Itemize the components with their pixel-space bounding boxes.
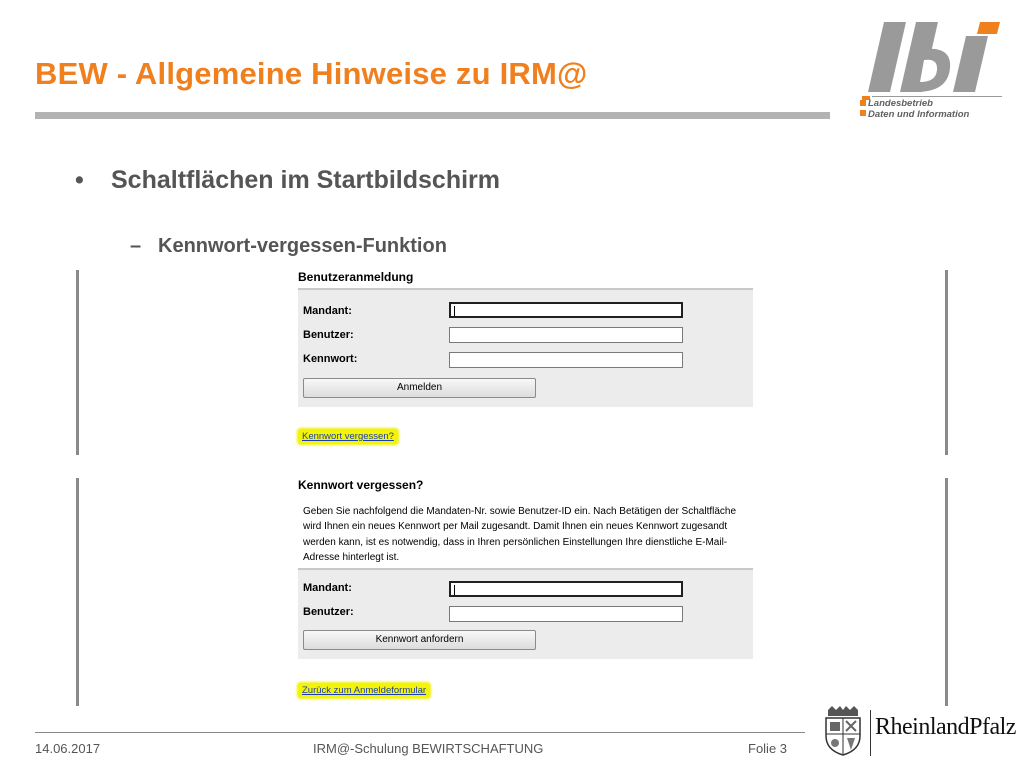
- back-to-login-link[interactable]: Zurück zum Anmeldeformular: [298, 683, 430, 698]
- bullet-dash-icon: –: [130, 235, 142, 257]
- bullet-level-2: [130, 235, 447, 258]
- ldi-logo: [856, 20, 1004, 124]
- frame-border-left: [76, 478, 79, 706]
- kennwort-input[interactable]: [449, 352, 683, 368]
- forgot-password-link[interactable]: Kennwort vergessen?: [298, 429, 398, 444]
- frame-border-left: [76, 270, 79, 455]
- login-form-panel: [298, 288, 753, 407]
- kennwort-label: Kennwort:: [303, 353, 358, 365]
- logo-line-1: Landesbetrieb: [868, 98, 933, 109]
- footer-page-number: Folie 3: [748, 741, 788, 756]
- rheinland-pfalz-logo: [822, 706, 1016, 762]
- title-divider: [35, 112, 830, 119]
- frame-border-right: [945, 478, 948, 706]
- kennwort-anfordern-button[interactable]: Kennwort anfordern: [303, 630, 536, 650]
- forgot-form-panel: [298, 568, 753, 659]
- logo-orange-square: [860, 100, 866, 106]
- bullet-dot-icon: •: [75, 166, 84, 194]
- logo-line-2: Daten und Information: [868, 109, 970, 120]
- login-form-heading: Benutzeranmeldung: [298, 270, 414, 284]
- mandant-input[interactable]: [449, 302, 683, 318]
- footer-date: 14.06.2017: [35, 741, 101, 756]
- forgot-benutzer-input[interactable]: [449, 606, 683, 622]
- anmelden-button[interactable]: Anmelden: [303, 378, 536, 398]
- benutzer-input[interactable]: [449, 327, 683, 343]
- forgot-password-form: [298, 478, 758, 706]
- footer-divider: [35, 732, 805, 733]
- logo-orange-square: [860, 110, 866, 116]
- benutzer-label: Benutzer:: [303, 329, 354, 341]
- coat-of-arms-icon: [822, 706, 864, 756]
- rheinland-pfalz-wordmark: RheinlandPfalz: [875, 714, 1016, 740]
- bullet-text: Schaltflächen im Startbildschirm: [111, 166, 500, 194]
- footer-title: IRM@-Schulung BEWIRTSCHAFTUNG: [313, 741, 544, 756]
- login-form: [298, 270, 758, 450]
- frame-border-right: [945, 270, 948, 455]
- forgot-mandant-input[interactable]: [449, 581, 683, 597]
- ldi-logo-mark: [856, 20, 1004, 100]
- mandant-label: Mandant:: [303, 305, 352, 317]
- mandant-label: Mandant:: [303, 582, 352, 594]
- bullet-level-1: [75, 166, 500, 195]
- benutzer-label: Benutzer:: [303, 606, 354, 618]
- forgot-form-heading: Kennwort vergessen?: [298, 478, 424, 492]
- forgot-form-description: Geben Sie nachfolgend die Mandaten-Nr. sowie Benutzer-ID ein. Nach Betätigen der Schaltfläche wird Ihnen ein neues Kennwort per Mail zugesandt. Damit Ihnen ein neues Kennwort zugesandt werden kann, ist es notwendig, dass in Ihren persönlichen Einstellungen Ihre dienstliche E-Mail-Adresse hinterlegt ist.: [303, 506, 737, 563]
- logo-separator: [870, 710, 871, 756]
- sub-bullet-text: Kennwort-vergessen-Funktion: [158, 235, 447, 257]
- slide-title: BEW - Allgemeine Hinweise zu IRM@: [35, 56, 588, 91]
